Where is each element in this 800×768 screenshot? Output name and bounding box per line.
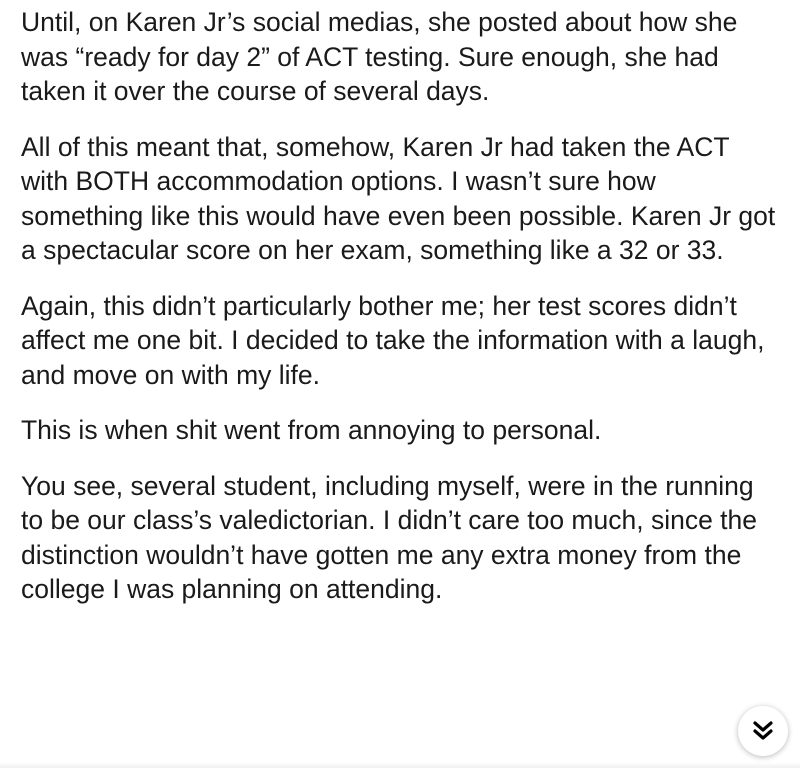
paragraph: All of this meant that, somehow, Karen Jr had taken the ACT with BOTH accommodation options. I wasn’t sure how something like this would have even been possible. Karen Jr got a spectacular score on her exam, something like a 32 or 33. — [21, 131, 776, 265]
post-body — [21, 5, 781, 607]
paragraph: Until, on Karen Jr’s social medias, she posted about how she was “ready for day 2” of ACT testing. Sure enough, she had taken it over the course of several days. — [21, 7, 738, 106]
double-chevron-down-icon — [752, 721, 774, 741]
scroll-down-button[interactable] — [738, 706, 788, 756]
paragraph: Again, this didn’t particularly bother me; her test scores didn’t affect me one bit. I decided to take the information with a laugh, and move on with my life. — [21, 290, 765, 390]
paragraph: This is when shit went from annoying to personal. — [21, 415, 602, 445]
paragraph: You see, several student, including myself, were in the running to be our class’s valedictorian. I didn’t care too much, since the distinction wouldn’t have gotten me any extra money from the college I was planning on attending. — [21, 470, 758, 604]
bottom-edge-shadow — [0, 762, 800, 768]
